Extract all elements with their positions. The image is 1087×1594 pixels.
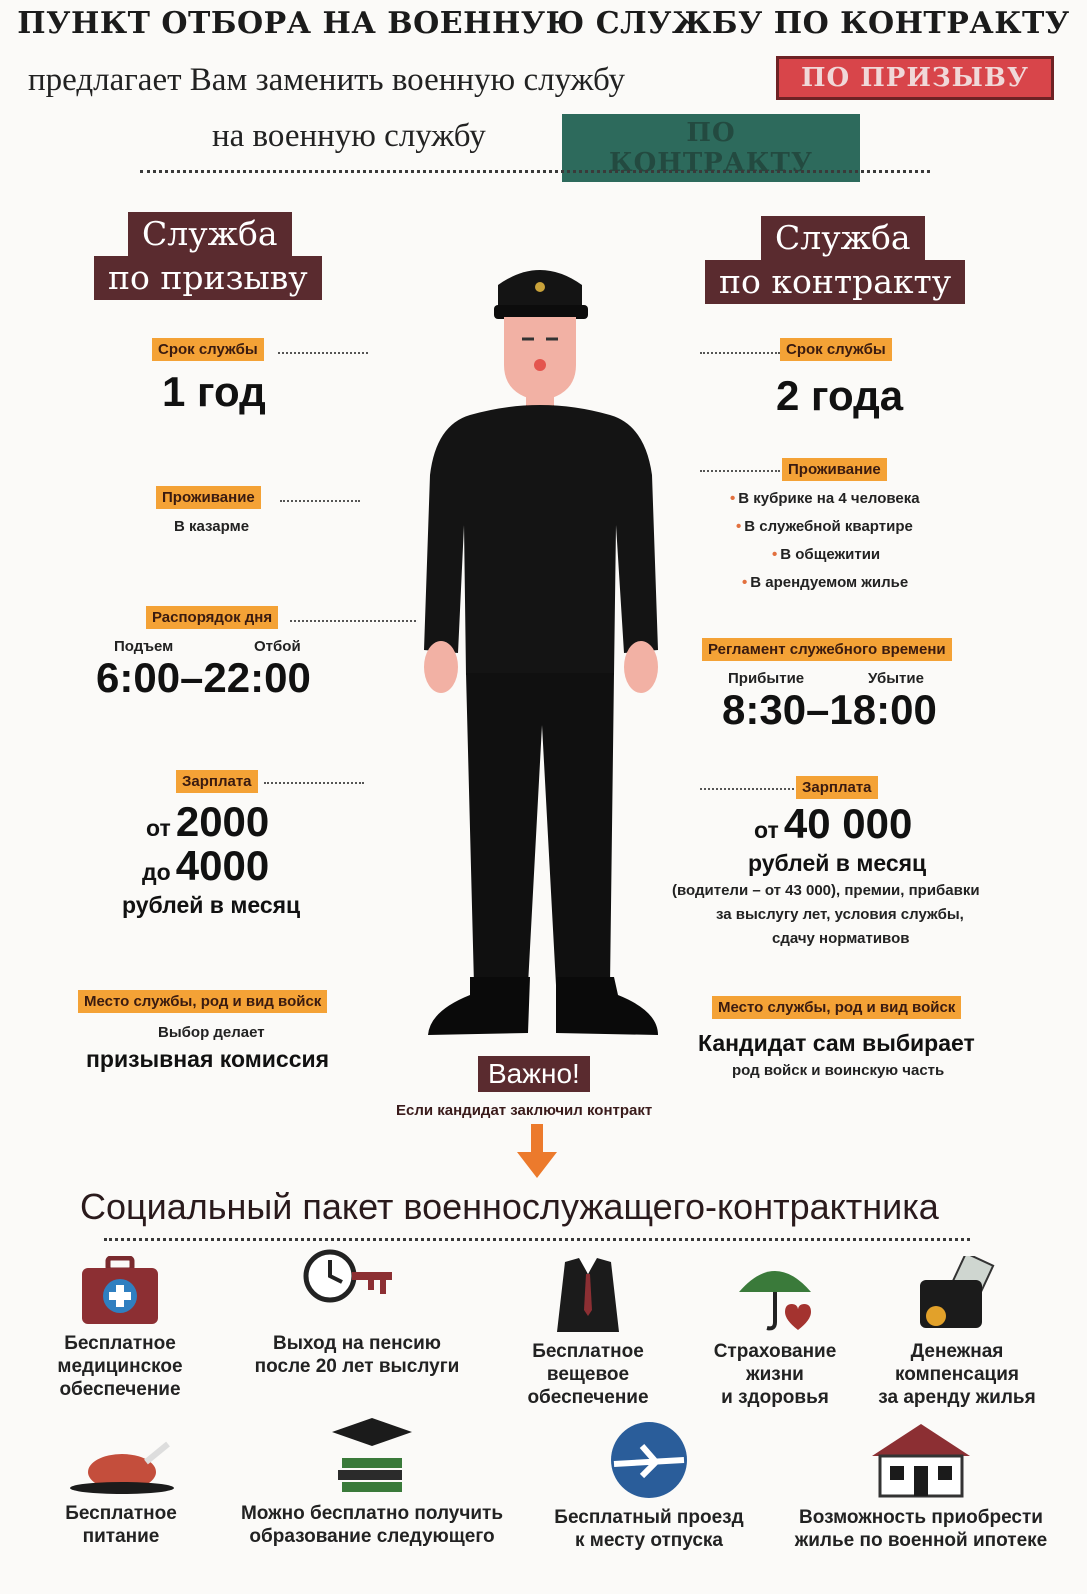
left-salary-from	[146, 798, 269, 846]
leader-line	[700, 788, 794, 790]
right-housing-item: • В служебной квартире	[736, 518, 913, 535]
benefit-text: Бесплатное	[64, 1333, 176, 1354]
benefit-text: образование следующего	[249, 1526, 495, 1547]
right-housing-item: • В кубрике на 4 человека	[730, 490, 920, 507]
right-housing-label: Проживание	[782, 458, 887, 481]
left-housing-label: Проживание	[156, 486, 261, 509]
right-schedule-label: Регламент служебного времени	[702, 638, 952, 661]
right-term-value: 2 года	[776, 372, 904, 419]
benefit-text: питание	[82, 1526, 160, 1547]
left-wake-label: Подъем	[114, 638, 174, 655]
benefit-text: после 20 лет выслуги	[254, 1356, 460, 1377]
header-divider	[140, 170, 930, 173]
left-salary-unit: рублей в месяц	[122, 892, 301, 918]
left-heading-line1: Служба	[128, 212, 292, 256]
clock-key-icon	[300, 1246, 400, 1326]
leader-line	[264, 782, 364, 784]
leader-line	[700, 352, 780, 354]
airplane-icon	[606, 1420, 692, 1500]
important-badge: Важно!	[478, 1056, 590, 1092]
right-salary-value: 40 000	[783, 800, 913, 847]
benefit-food	[46, 1438, 196, 1548]
soldier-figure	[410, 255, 675, 1045]
benefit-text: к месту отпуска	[574, 1530, 723, 1551]
social-divider	[104, 1238, 970, 1241]
benefit-text: компенсация	[894, 1364, 1019, 1385]
leader-line	[290, 620, 416, 622]
left-term-value: 1 год	[162, 368, 266, 415]
arrow-down-icon	[515, 1124, 559, 1182]
left-salary-to	[142, 842, 269, 890]
left-term-label: Срок службы	[152, 338, 264, 361]
benefit-clothing	[508, 1256, 668, 1409]
benefit-text: Выход на пенсию	[272, 1333, 442, 1354]
right-arrive-label: Прибытие	[728, 670, 805, 687]
leader-line	[278, 352, 368, 354]
leader-line	[280, 500, 360, 502]
benefit-text: жизни	[746, 1364, 804, 1385]
left-salary-to-value: 4000	[175, 842, 270, 889]
right-leave-label: Убытие	[868, 670, 924, 687]
important-note: Если кандидат заключил контракт	[396, 1102, 653, 1119]
right-heading	[705, 216, 985, 304]
left-place-note: Выбор делает	[158, 1024, 265, 1041]
benefit-text: Бесплатное	[65, 1503, 177, 1524]
benefit-text: за аренду жилья	[878, 1387, 1036, 1408]
header-line-2: на военную службу	[212, 118, 486, 154]
benefit-medical	[40, 1256, 200, 1401]
right-salary-label: Зарплата	[796, 776, 878, 799]
leader-line	[700, 470, 780, 472]
social-title: Социальный пакет военнослужащего-контрактника	[80, 1186, 939, 1227]
right-place-note: род войск и воинскую часть	[732, 1062, 945, 1079]
wallet-money-icon	[912, 1256, 1002, 1334]
benefit-insurance	[700, 1256, 850, 1409]
left-salary-from-value: 2000	[175, 798, 270, 845]
benefit-rent-compensation	[866, 1256, 1048, 1409]
right-salary-unit: рублей в месяц	[748, 850, 927, 876]
right-heading-line2: по контракту	[705, 260, 965, 304]
right-salary-note-2: за выслугу лет, условия службы,	[716, 906, 964, 923]
right-housing-item: • В общежитии	[772, 546, 880, 563]
benefit-text: вещевое	[546, 1364, 630, 1385]
tag-conscript: ПО ПРИЗЫВУ	[776, 56, 1054, 100]
benefit-text: и здоровья	[721, 1387, 829, 1408]
food-icon	[66, 1438, 176, 1496]
benefit-text: Возможность приобрести	[799, 1507, 1043, 1528]
medical-kit-icon	[78, 1256, 162, 1326]
books-cap-icon	[322, 1416, 422, 1496]
left-place-label: Место службы, род и вид войск	[78, 990, 327, 1013]
left-schedule-label: Распорядок дня	[146, 606, 278, 629]
right-schedule-value: 8:30–18:00	[722, 686, 937, 733]
right-salary-note-3: сдачу нормативов	[772, 930, 910, 947]
right-salary-prefix: от	[754, 817, 779, 843]
header-line-1-text: предлагает Вам заменить военную службу	[28, 62, 626, 98]
tag-contract: ПО КОНТРАКТУ	[562, 114, 860, 182]
page-title: ПУНКТ ОТБОРА НА ВОЕННУЮ СЛУЖБУ ПО КОНТРАКТУ	[17, 6, 1070, 41]
left-salary-from-prefix: от	[146, 815, 171, 841]
right-term-label: Срок службы	[780, 338, 892, 361]
benefit-text: Бесплатное	[532, 1341, 644, 1362]
benefit-travel	[544, 1420, 754, 1552]
right-salary-amount	[754, 800, 912, 848]
left-salary-label: Зарплата	[176, 770, 258, 793]
right-housing-item: • В арендуемом жилье	[742, 574, 908, 591]
header-line-1	[28, 62, 625, 99]
left-heading-line2: по призыву	[94, 256, 322, 300]
right-heading-line1: Служба	[761, 216, 925, 260]
right-place-label: Место службы, род и вид войск	[712, 996, 961, 1019]
benefit-pension	[240, 1246, 474, 1378]
right-place-value: Кандидат сам выбирает	[698, 1030, 975, 1056]
house-icon	[866, 1420, 976, 1500]
left-heading	[94, 212, 336, 300]
umbrella-heart-icon	[735, 1256, 815, 1334]
left-schedule-value: 6:00–22:00	[96, 654, 311, 701]
left-salary-to-prefix: до	[142, 859, 171, 885]
suit-icon	[553, 1256, 623, 1334]
benefit-text: Страхование	[713, 1341, 837, 1362]
left-housing-value: В казарме	[174, 518, 250, 535]
left-place-value: призывная комиссия	[86, 1046, 330, 1072]
benefit-text: Денежная	[910, 1341, 1004, 1362]
benefit-text: жилье по военной ипотеке	[794, 1530, 1048, 1551]
benefit-text: медицинское	[57, 1356, 183, 1377]
right-salary-note-1: (водители – от 43 000), премии, прибавки	[672, 882, 980, 899]
benefit-mortgage	[776, 1420, 1066, 1552]
left-sleep-label: Отбой	[254, 638, 301, 655]
benefit-text: Можно бесплатно получить	[240, 1503, 504, 1524]
benefit-text: обеспечение	[59, 1379, 181, 1400]
benefit-text: Бесплатный проезд	[554, 1507, 744, 1528]
benefit-text: обеспечение	[527, 1387, 649, 1408]
benefit-education	[224, 1416, 520, 1548]
